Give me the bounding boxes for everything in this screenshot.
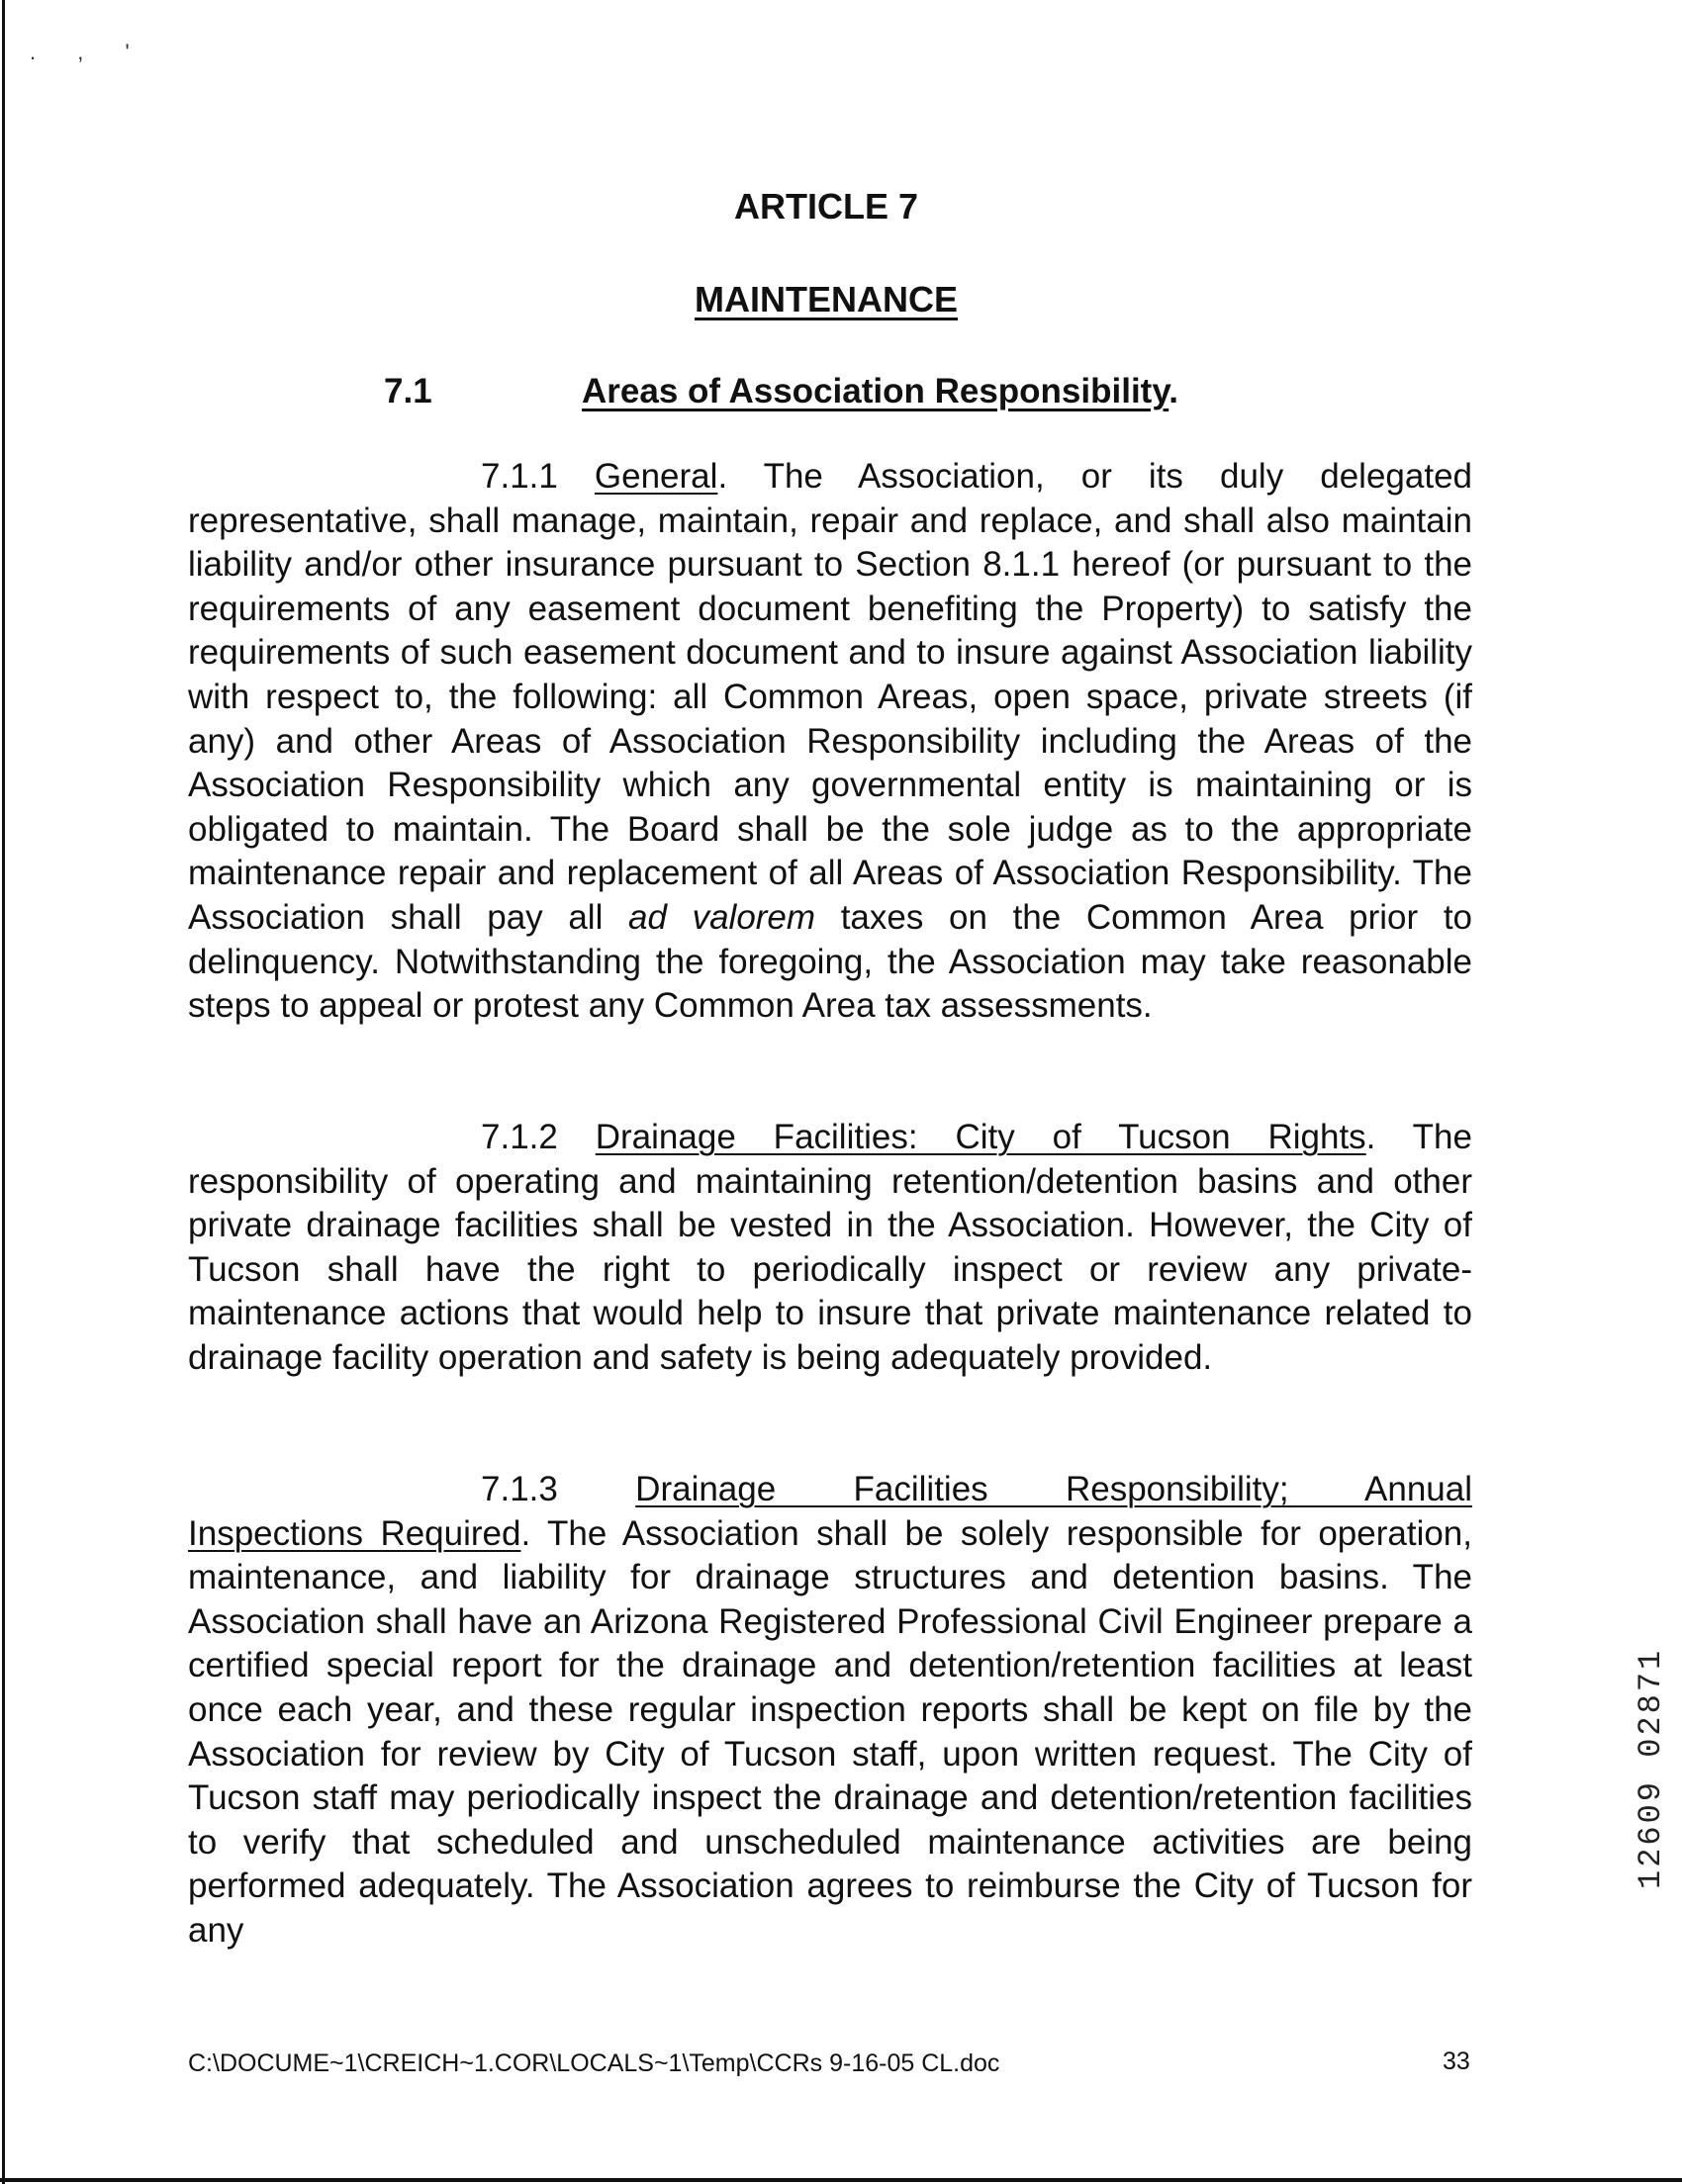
paragraph-7-1-1 [188, 455, 1472, 1029]
paragraph-text-continued: taxes on the Common Area prior to delinquency. Notwithstanding the foregoing, the Association may take reasonable steps to appeal or protest any Common Area tax assessments. [188, 897, 1473, 1026]
paragraph-text: . The Association, or its duly delegated representative, shall manage, maintain, repair and replace, and shall also maintain liability and/or other insurance pursuant to Section 8.1.1 hereof (or pursuant to the requirements of any easement document benefiting the Property) to satisfy the requirements of such easement document and to insure against Association liability with respect to, the following: all Common Areas, open space, private streets (if any) and other Areas of Association Responsibility including the Areas of the Association Responsibility which any governmental entity is maintaining or is obligated to maintain. The Board shall be the sole judge as to the appropriate maintenance repair and replacement of all Areas of Association Responsibility. The Association shall pay all [188, 457, 1472, 937]
stamp-number: 12609 02871 [1633, 1647, 1669, 1889]
article-title-text: MAINTENANCE [695, 279, 958, 319]
paragraph-text: . The responsibility of operating and maintaining retention/detention basins and other private drainage facilities shall be vested in the Association. However, the City of Tucson shall have the right to periodically inspect or review any private-maintenance actions that would help to insure that private maintenance related to drainage facility operation and safety is being adequately provided. [188, 1118, 1472, 1377]
document-stamp [1583, 1592, 1669, 1889]
paragraph-7-1-2 [188, 1116, 1472, 1381]
scan-border-left [2, 0, 5, 2184]
page-number: 33 [1443, 2048, 1470, 2075]
footer-file-path: C:\DOCUME~1\CREICH~1.COR\LOCALS~1\Temp\CCRs 9-16-05 CL.doc [188, 2049, 1000, 2077]
section-title-text: Areas of Association Responsibility [582, 372, 1169, 410]
paragraph-first-line [188, 1468, 1472, 1512]
paragraph-heading: General [594, 457, 718, 496]
article-title [0, 279, 1652, 320]
paragraph-number: 7.1.1 [481, 457, 595, 496]
scan-border-bottom [0, 2178, 1682, 2182]
paragraph-heading: Drainage Facilities Responsibility; Annual [635, 1470, 1472, 1508]
article-heading: ARTICLE 7 [733, 186, 918, 227]
paragraph-italic-term: ad valorem [628, 897, 816, 937]
paragraph-heading: Drainage Facilities: City of Tucson Rights [595, 1118, 1366, 1156]
paragraph-number: 7.1.2 [481, 1118, 596, 1156]
paragraph-number: 7.1.3 [481, 1470, 636, 1508]
section-title-period: . [1168, 372, 1178, 410]
paragraph-7-1-3 [188, 1468, 1472, 1954]
section-title [582, 372, 1178, 411]
paragraph-text: . The Association shall be solely responsible for operation, maintenance, and liability for drainage structures and detention basins. The Association shall have an Arizona Registered Professional Civil Engineer prepare a certified special report for the drainage and detention/retention facilities at least once each year, and these regular inspection reports shall be kept on file by the Association for review by City of Tucson staff, upon written request. The City of Tucson staff may periodically inspect the drainage and detention/retention facilities to verify that scheduled and unscheduled maintenance activities are being performed adequately. The Association agrees to reimburse the City of Tucson for any [188, 1513, 1473, 1950]
paragraph-body [188, 1512, 1472, 1954]
paragraph-heading-continued: Inspections Required [188, 1513, 521, 1553]
section-number: 7.1 [384, 372, 432, 410]
scan-marks: . , ' [30, 40, 147, 64]
